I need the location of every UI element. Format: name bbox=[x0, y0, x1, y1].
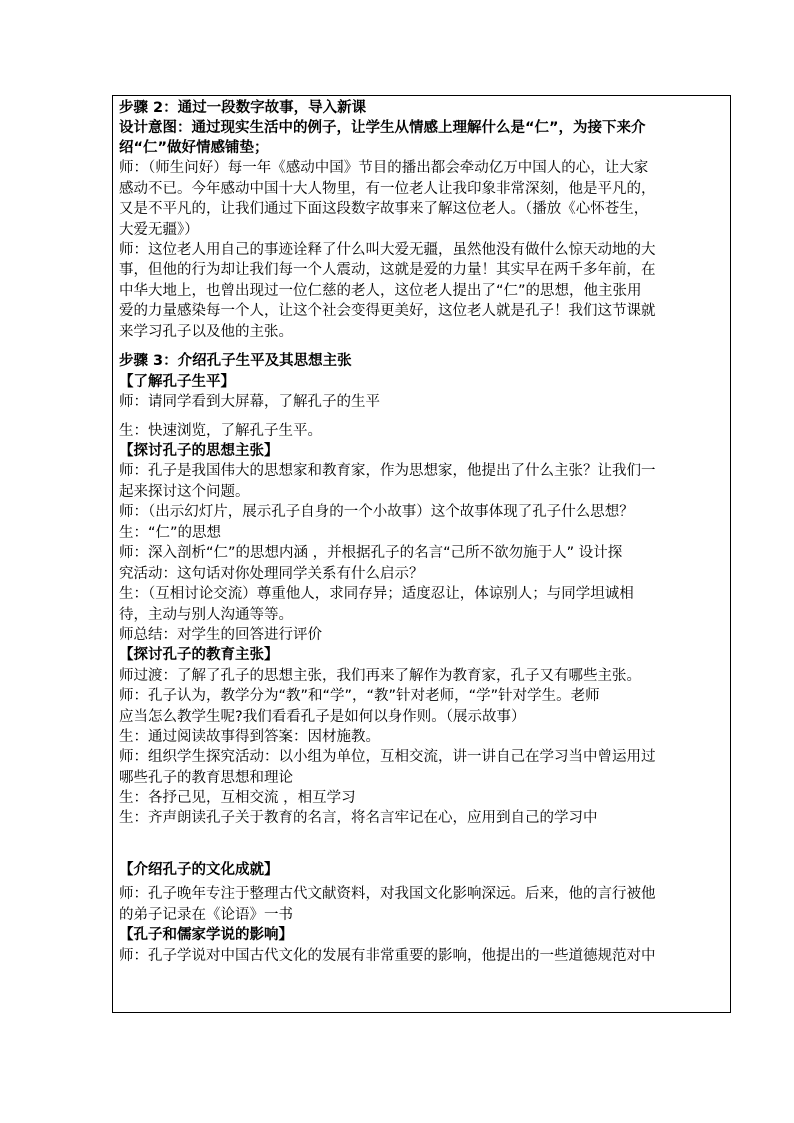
text-line: 师：（出示幻灯片，展示孔子自身的一个小故事）这个故事体现了孔子什么思想？ bbox=[119, 504, 634, 520]
text-line: 中华大地上，也曾出现过一位仁慈的老人，这位老人提出了“仁”的思想，他主张用 bbox=[119, 283, 642, 299]
text-line: 师：孔子是我国伟大的思想家和教育家，作为思想家，他提出了什么主张？让我们一 bbox=[119, 463, 656, 479]
text-line: 又是不平凡的，让我们通过下面这段数字故事来了解这位老人。（播放《心怀苍生， bbox=[119, 201, 649, 217]
text-line: 的弟子记录在《论语》一书 bbox=[119, 907, 293, 923]
text-line: 生：各抒己见，互相交流 ，相互学习 bbox=[119, 790, 356, 806]
text-line: 起来探讨这个问题。 bbox=[119, 484, 250, 500]
text-line: 【探讨孔子的教育主张】 bbox=[119, 647, 279, 663]
text-line: 步骤 2：通过一段数字故事，导入新课 bbox=[119, 100, 367, 116]
text-line: 【孔子和儒家学说的影响】 bbox=[119, 927, 293, 943]
text-line: 师：深入剖析“仁”的思想内涵 ，并根据孔子的名言“己所不欲勿施于人” 设计探 bbox=[119, 545, 623, 561]
text-line: 【了解孔子生平】 bbox=[119, 374, 235, 390]
text-line: 师：这位老人用自己的事迹诠释了什么叫大爱无疆，虽然他没有做什么惊天动地的大 bbox=[119, 242, 656, 258]
text-line: 【介绍孔子的文化成就】 bbox=[119, 862, 279, 878]
text-line: 【探讨孔子的思想主张】 bbox=[119, 443, 279, 459]
text-line: 设计意图：通过现实生活中的例子，让学生从情感上理解什么是“仁”，为接下来介 bbox=[119, 120, 646, 136]
text-line: 绍“仁”做好情感铺垫； bbox=[119, 140, 269, 156]
text-line: 生：（互相讨论交流）尊重他人，求同存异；适度忍让，体谅别人；与同学坦诚相 bbox=[119, 586, 634, 602]
text-line: 来学习孔子以及他的主张。 bbox=[119, 324, 293, 340]
text-line: 事，但他的行为却让我们每一个人震动，这就是爱的力量！其实早在两千多年前，在 bbox=[119, 262, 656, 278]
text-line: 师：组织学生探究活动：以小组为单位，互相交流，讲一讲自己在学习当中曾运用过 bbox=[119, 749, 656, 765]
text-line: 师：孔子学说对中国古代文化的发展有非常重要的影响，他提出的一些道德规范对中 bbox=[119, 948, 656, 964]
text-line: 感动不已。今年感动中国十大人物里，有一位老人让我印象非常深刻，他是平凡的， bbox=[119, 181, 656, 197]
text-line: 生：快速浏览，了解孔子生平。 bbox=[119, 423, 322, 439]
text-line: 待，主动与别人沟通等等。 bbox=[119, 607, 293, 623]
text-line: 师：（师生问好）每一年《感动中国》节目的播出都会牵动亿万中国人的心，让大家 bbox=[119, 160, 649, 176]
text-line: 生：通过阅读故事得到答案：因材施教。 bbox=[119, 729, 380, 745]
text-line: 应当怎么教学生呢?我们看看孔子是如何以身作则。（展示故事） bbox=[119, 709, 526, 725]
text-line: 究活动：这句话对你处理同学关系有什么启示？ bbox=[119, 566, 424, 582]
text-line: 师：孔子认为，教学分为“教”和“学”，“教”针对老师，“学”针对学生。老师 bbox=[119, 688, 600, 704]
text-line: 哪些孔子的教育思想和理论 bbox=[119, 770, 293, 786]
text-line: 师总结：对学生的回答进行评价 bbox=[119, 627, 322, 643]
text-line: 步骤 3：介绍孔子生平及其思想主张 bbox=[119, 353, 352, 369]
text-line: 师过渡：了解了孔子的思想主张，我们再来了解作为教育家，孔子又有哪些主张。 bbox=[119, 668, 641, 684]
text-line: 生：“仁”的思想 bbox=[119, 525, 222, 541]
text-line: 爱的力量感染每一个人，让这个社会变得更美好，这位老人就是孔子！我们这节课就 bbox=[119, 303, 656, 319]
text-line: 师：请同学看到大屏幕，了解孔子的生平 bbox=[119, 394, 380, 410]
text-line: 大爱无疆》） bbox=[119, 222, 199, 238]
text-line: 师：孔子晚年专注于整理古代文献资料，对我国文化影响深远。后来，他的言行被他 bbox=[119, 886, 656, 902]
text-line: 生：齐声朗读孔子关于教育的名言，将名言牢记在心，应用到自己的学习中 bbox=[119, 810, 598, 826]
